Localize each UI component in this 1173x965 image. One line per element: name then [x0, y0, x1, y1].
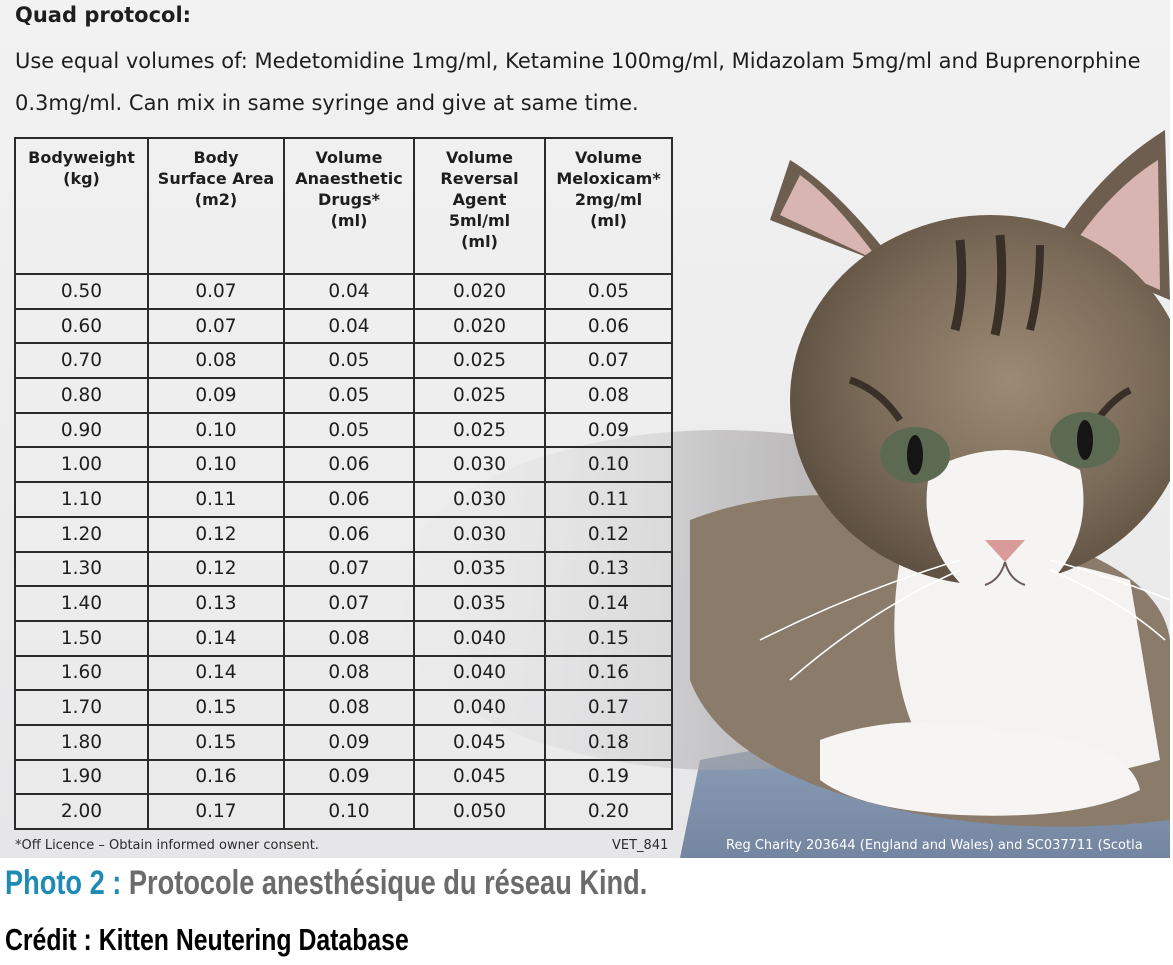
table-cell: 0.05 — [284, 378, 414, 413]
table-cell: 0.11 — [148, 482, 284, 517]
table-cell: 1.40 — [15, 586, 148, 621]
table-row — [15, 621, 672, 656]
table-cell: 1.80 — [15, 725, 148, 760]
column-header-line: Surface Area — [157, 169, 275, 188]
table-cell: 0.09 — [545, 413, 672, 448]
table-row — [15, 482, 672, 517]
table-cell: 0.06 — [545, 309, 672, 344]
table-cell: 0.14 — [148, 656, 284, 691]
table-cell: 0.16 — [545, 656, 672, 691]
table-cell: 0.030 — [414, 482, 545, 517]
table-row — [15, 552, 672, 587]
table-cell: 0.50 — [15, 274, 148, 309]
table-row — [15, 378, 672, 413]
table-row — [15, 447, 672, 482]
column-header — [15, 138, 148, 274]
table-cell: 0.025 — [414, 378, 545, 413]
table-cell: 0.05 — [545, 274, 672, 309]
protocol-intro: Use equal volumes of: Medetomidine 1mg/ml, Ketamine 100mg/ml, Midazolam 5mg/ml and Buprenorphine 0.3mg/ml. Can mix in same syringe and give at same time. — [15, 49, 1141, 115]
column-header-line: (ml) — [461, 232, 498, 251]
table-cell: 0.13 — [545, 552, 672, 587]
table-body — [15, 274, 672, 829]
column-header-line: Anaesthetic — [295, 169, 403, 188]
table-cell: 0.030 — [414, 447, 545, 482]
table-cell: 0.045 — [414, 760, 545, 795]
table-cell: 0.15 — [148, 690, 284, 725]
column-header-line: (m2) — [194, 190, 238, 209]
table-cell: 0.14 — [545, 586, 672, 621]
table-cell: 0.90 — [15, 413, 148, 448]
table-cell: 0.05 — [284, 343, 414, 378]
table-row — [15, 309, 672, 344]
table-cell: 0.025 — [414, 413, 545, 448]
table-cell: 1.50 — [15, 621, 148, 656]
table-cell: 0.06 — [284, 482, 414, 517]
table-cell: 0.09 — [284, 760, 414, 795]
column-header-line: (kg) — [63, 169, 100, 188]
table-cell: 1.70 — [15, 690, 148, 725]
table-cell: 0.07 — [545, 343, 672, 378]
table-cell: 2.00 — [15, 794, 148, 829]
table-cell: 0.20 — [545, 794, 672, 829]
table-cell: 1.10 — [15, 482, 148, 517]
column-header — [148, 138, 284, 274]
column-header-line: Reversal — [440, 169, 519, 188]
table-cell: 0.08 — [284, 656, 414, 691]
table-cell: 0.040 — [414, 690, 545, 725]
table-cell: 0.04 — [284, 309, 414, 344]
table-cell: 0.80 — [15, 378, 148, 413]
table-cell: 0.08 — [148, 343, 284, 378]
table-cell: 0.15 — [545, 621, 672, 656]
table-cell: 0.10 — [148, 447, 284, 482]
table-cell: 0.07 — [148, 274, 284, 309]
table-cell: 1.00 — [15, 447, 148, 482]
table-cell: 1.30 — [15, 552, 148, 587]
table-cell: 0.11 — [545, 482, 672, 517]
table-cell: 0.16 — [148, 760, 284, 795]
table-cell: 0.18 — [545, 725, 672, 760]
table-cell: 0.70 — [15, 343, 148, 378]
table-row — [15, 413, 672, 448]
dosage-table — [14, 137, 673, 830]
table-cell: 0.15 — [148, 725, 284, 760]
table-cell: 0.040 — [414, 656, 545, 691]
column-header-line: Body — [193, 148, 239, 167]
table-cell: 0.17 — [545, 690, 672, 725]
table-cell: 0.12 — [545, 517, 672, 552]
photo-caption — [5, 864, 647, 903]
table-cell: 0.020 — [414, 309, 545, 344]
table-row — [15, 760, 672, 795]
table-cell: 1.90 — [15, 760, 148, 795]
table-cell: 0.025 — [414, 343, 545, 378]
table-cell: 0.19 — [545, 760, 672, 795]
table-cell: 0.030 — [414, 517, 545, 552]
table-row — [15, 656, 672, 691]
table-row — [15, 517, 672, 552]
table-cell: 1.60 — [15, 656, 148, 691]
table-header-row — [15, 138, 672, 274]
table-cell: 0.08 — [284, 690, 414, 725]
column-header-line: Bodyweight — [28, 148, 135, 167]
table-cell: 0.07 — [148, 309, 284, 344]
table-row — [15, 586, 672, 621]
table-cell: 0.10 — [545, 447, 672, 482]
table-cell: 0.035 — [414, 586, 545, 621]
table-cell: 0.050 — [414, 794, 545, 829]
table-cell: 1.20 — [15, 517, 148, 552]
column-header — [414, 138, 545, 274]
column-header — [284, 138, 414, 274]
table-cell: 0.12 — [148, 517, 284, 552]
table-row — [15, 690, 672, 725]
protocol-heading: Quad protocol: — [15, 3, 192, 27]
column-header-line: 5ml/ml — [448, 211, 511, 230]
table-cell: 0.05 — [284, 413, 414, 448]
table-cell: 0.06 — [284, 517, 414, 552]
caption-label: Photo 2 : — [5, 864, 122, 902]
charity-notice: Reg Charity 203644 (England and Wales) and SC037711 (Scotla — [726, 838, 1143, 853]
column-header-line: Volume — [315, 148, 383, 167]
table-cell: 0.07 — [284, 586, 414, 621]
column-header-line: Volume — [575, 148, 642, 167]
table-cell: 0.045 — [414, 725, 545, 760]
table-cell: 0.020 — [414, 274, 545, 309]
table-cell: 0.08 — [545, 378, 672, 413]
table-cell: 0.04 — [284, 274, 414, 309]
table-cell: 0.09 — [284, 725, 414, 760]
table-cell: 0.13 — [148, 586, 284, 621]
table-row — [15, 794, 672, 829]
table-cell: 0.14 — [148, 621, 284, 656]
table-cell: 0.12 — [148, 552, 284, 587]
table-cell: 0.17 — [148, 794, 284, 829]
table-cell: 0.10 — [148, 413, 284, 448]
table-cell: 0.08 — [284, 621, 414, 656]
table-cell: 0.60 — [15, 309, 148, 344]
column-header-line: Agent — [452, 190, 507, 209]
column-header-line: Volume — [446, 148, 513, 167]
table-row — [15, 343, 672, 378]
footnote: *Off Licence – Obtain informed owner consent. — [15, 838, 319, 853]
table-cell: 0.040 — [414, 621, 545, 656]
table-cell: 0.07 — [284, 552, 414, 587]
column-header-line: Drugs* — [318, 190, 380, 209]
table-cell: 0.09 — [148, 378, 284, 413]
caption-text: Protocole anesthésique du réseau Kind. — [128, 864, 648, 902]
column-header-line: 2mg/ml — [574, 190, 643, 209]
photo-credit: Crédit : Kitten Neutering Database — [5, 922, 409, 957]
table-row — [15, 274, 672, 309]
poster-code: VET_841 — [612, 838, 669, 853]
table-row — [15, 725, 672, 760]
column-header-line: Meloxicam* — [556, 169, 661, 188]
column-header — [545, 138, 672, 274]
column-header-line: (ml) — [330, 211, 368, 230]
table-cell: 0.06 — [284, 447, 414, 482]
column-header-line: (ml) — [590, 211, 627, 230]
table-cell: 0.10 — [284, 794, 414, 829]
table-cell: 0.035 — [414, 552, 545, 587]
